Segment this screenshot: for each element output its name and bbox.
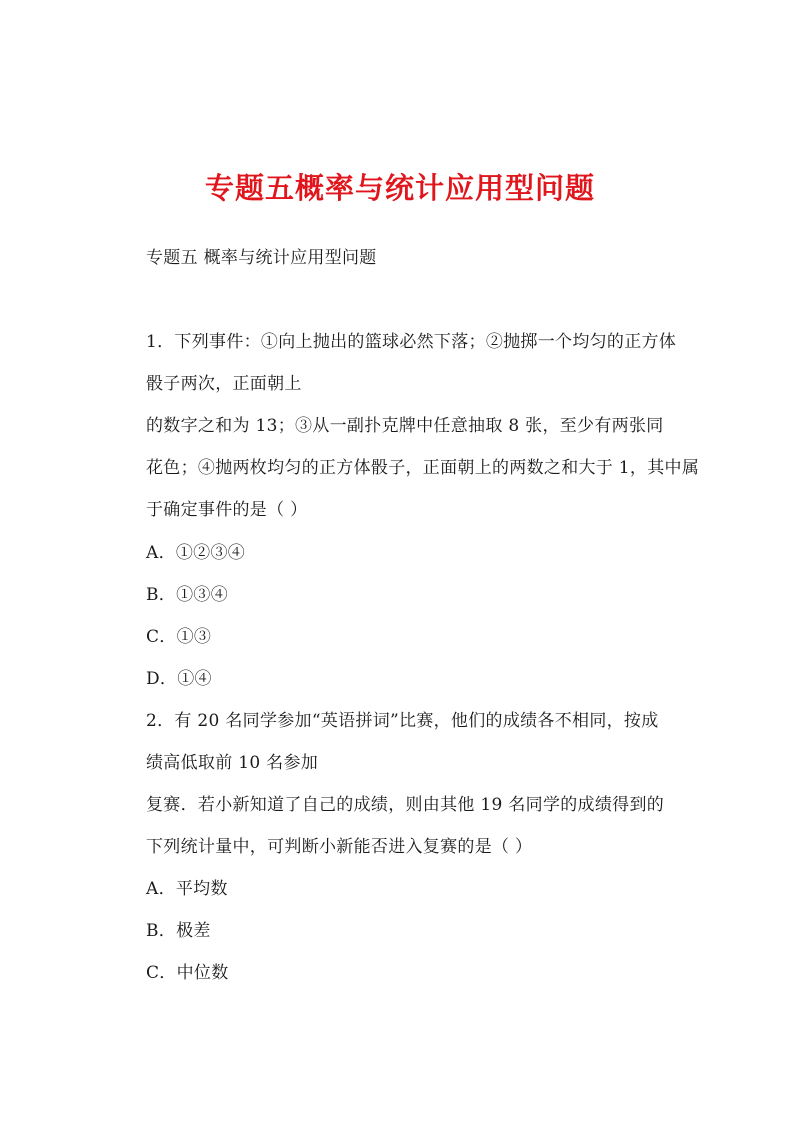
document-subtitle: 专题五 概率与统计应用型问题 [146,248,377,268]
question-2-option-c: C．中位数 [146,963,229,983]
document-title: 专题五概率与统计应用型问题 [204,171,595,205]
question-1-option-a: A．①②③④ [146,543,246,563]
question-2-option-b: B．极差 [146,921,211,941]
question-1-option-c: C．①③ [146,627,212,647]
question-2-option-a: A．平均数 [146,879,228,899]
question-1-line-5: 于确定事件的是（ ） [146,500,308,520]
question-1-option-b: B．①③④ [146,585,228,605]
question-2-line-4: 下列统计量中，可判断小新能否进入复赛的是（ ） [146,837,533,857]
question-1-line-3: 的数字之和为 13；③从一副扑克牌中任意抽取 8 张，至少有两张同 [146,416,664,436]
question-1-option-d: D．①④ [146,669,212,689]
question-1-line-2: 骰子两次，正面朝上 [146,374,302,394]
question-1-line-1: 1．下列事件：①向上抛出的篮球必然下落；②抛掷一个均匀的正方体 [146,332,677,352]
question-1-line-4: 花色；④抛两枚均匀的正方体骰子，正面朝上的两数之和大于 1，其中属 [146,458,700,478]
question-2-line-1: 2．有 20 名同学参加“英语拼词”比赛，他们的成绩各不相同，按成 [146,711,659,731]
question-2-line-2: 绩高低取前 10 名参加 [146,753,319,773]
question-2-line-3: 复赛．若小新知道了自己的成绩，则由其他 19 名同学的成绩得到的 [146,795,665,815]
